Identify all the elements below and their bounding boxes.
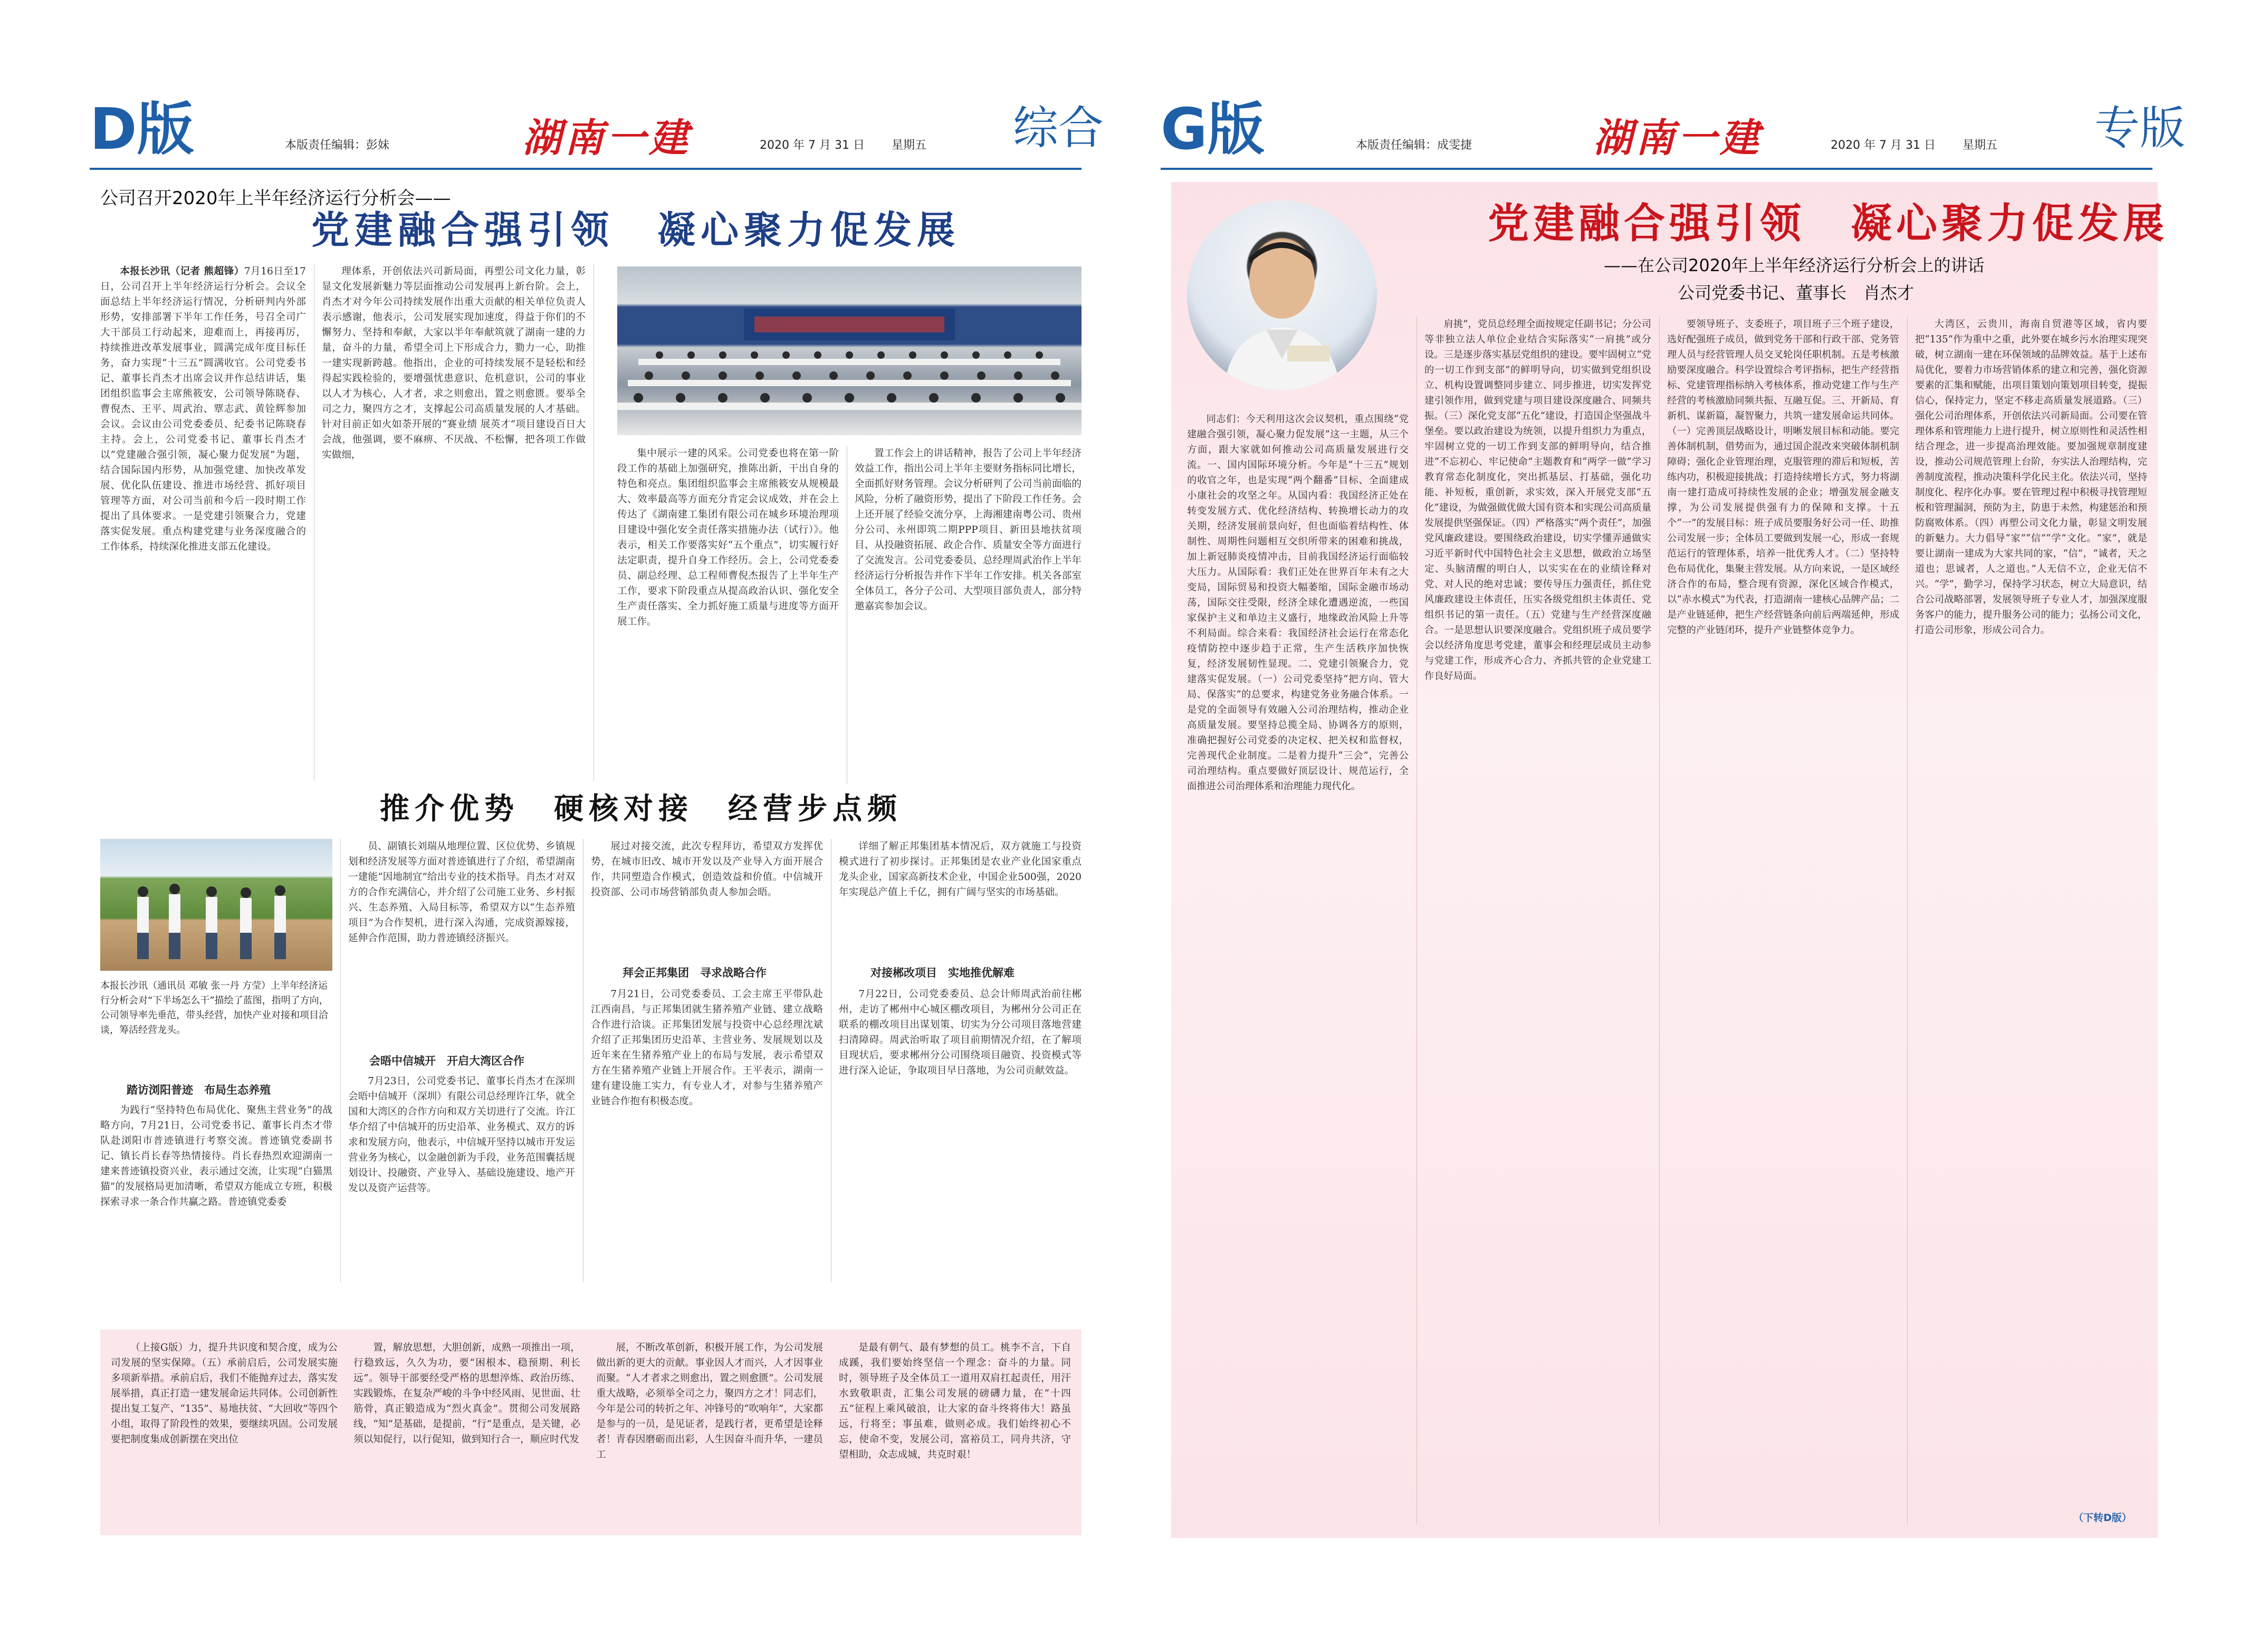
column-divider	[1907, 317, 1908, 1525]
meeting-hall-illustration	[617, 266, 1082, 435]
speech-byline: 公司党委书记、董事长 肖杰才	[1678, 283, 1915, 303]
meeting-photo	[617, 266, 1082, 435]
subsection-column-d	[839, 839, 1082, 944]
column-text: 要领导班子、支委班子，项目班子三个班子建设，选好配强班子成员，做到党务干部和行政干部、党务管理人员与经营管理人员交叉轮岗任职机制。五是考核激励要深度融合。科学设置综合考评指标，把生产经营指标、党建管理指标纳入考核体系，推动党建工作与生产经营的考核激励同频共振、互融互促。三、开新局、育新机、谋新篇，凝智聚力，共筑一建发展命运共同体。（一）完善顶层战略设计，明晰发展目标和动能。要完善体制机制，借势而为，通过国企混改来突破体制机制障碍；强化企业管理治理，克服管理的滞后和短板，苦练内功，积极迎接挑战；打造持续增长方式，努力将湖南一建打造成可持续性发展的企业；增强发展金融支撑，为公司发展提供强有力的保障和支撑。十五个“一”的发展目标：班子成员要服务好公司一任、助推公司发展一步；全体员工要做到发展一心，形成一套规范运行的管理体系，培养一批优秀人才。（二）坚持特色布局优化，集聚主营发展。从方向来说，一是区域经济合作的布局，整合现有资源，深化区域合作模式，以“赤水模式”为代表，打造湖南一建核心品牌产品；二是产业链延伸，把生产经营链条向前后两端延伸，形成完整的产业链闭环，提升产业链整体竞争力。	[1667, 319, 1899, 636]
continuation-column-4	[839, 1340, 1071, 1530]
subhead-citic: 会晤中信城开 开启大湾区合作	[369, 1055, 524, 1067]
column-text: 7月23日，公司党委书记、董事长肖杰才在深圳会晤中信城开（深圳）有限公司总经理许江华，就全国和大湾区的合作方向和双方关切进行了交流。许江华介绍了中信城开的历史沿革、业务模式、双方的诉求和发展方向，他表示，中信城开坚持以城市开发运营业务为核心，以金融创新为手段，业务范围囊括规划设计、投融资、产业导入、基础设施建设、地产开发以及资产运营等。	[348, 1076, 575, 1194]
column-text: 集中展示一建的风采。公司党委也将在第一阶段工作的基础上加强研究，推陈出新，干出自身的特色和亮点。集团组织监事会主席熊筱安从规模最大、效率最高等方面充分肯定会议成效，并在会上传达了《湖南建工集团有限公司在城乡环境治理项目建设中强化安全责任落实措施办法（试行）》。他表示，相关工作要落实好“五个重点”，切实履行好法定职责，提升自身工作经历。会上，公司党委委员、副总经理、总工程师曹倪杰报告了上半年生产工作，要求下阶段重点从提高政治认识、强化安全生产责任落实、全力抓好施工质量与进度等方面开展工作。	[617, 448, 839, 627]
section-label: 专版	[2094, 102, 2185, 155]
column-text: 详细了解正邦集团基本情况后，双方就施工与投资模式进行了初步探讨。正邦集团是农业产业化国家重点龙头企业，国家高新技术企业，中国企业500强，2020年实现总产值上千亿，拥有广阔与坚实的市场基础。	[839, 841, 1082, 898]
column-text: 理体系，开创依法兴司新局面，再塑公司文化力量，彰显文化发展新魅力等层面推动公司发展再上新台阶。会上，肖杰才对今年公司持续发展作出重大贡献的相关单位负责人表示感谢，他表示，公司发展实现加速度，得益于你们的不懈努力、坚持和奉献，大家以半年奉献筑就了湖南一建的力量，奋斗的力量，希望全司上下形成合力，勠力一心，助推一建实现新跨越。他指出，企业的可持续发展不是轻松和经得起实践检验的，要增强忧患意识、危机意识，公司的事业以人才为核心，人才者，求之则愈出，置之则愈匮。要举全司之力，聚四方之才，支撑起公司高质量发展的人才基础。针对目前正如火如荼开展的“赛业绩 展英才”项目建设百日大会战，他强调，要不麻痹、不厌战、不松懈，把各项工作做实做细，	[322, 266, 586, 461]
article-column-1	[100, 264, 306, 781]
column-text: 7月16日至17日，公司召开上半年经济运行分析会。会议全面总结上半年经济运行情况，分析研判内外部形势，安排部署下半年工作任务，号召全司广大干部员工行动起来，迎难而上，再接再厉，持续推进改革发展事业，圆满完成年度目标任务，奋力实现“十三五”圆满收官。公司党委书记、董事长肖杰才出席会议并作总结讲话，集团组织监事会主席熊筱安，公司领导陈晓春、曹倪杰、王平、周武治、覃志武、黄铨辉参加会议。会议由公司党委委员、纪委书记陈晓春主持。会上，公司党委书记、董事长肖杰才以“党建融合强引领，凝心聚力促发展”为题，结合国际国内形势，从加强党建、加快改革发展、优化队伍建设、推进市场经营、抓好项目管理等方面，对公司当前和今后一段时期工作提出了具体要求。一是党建引领聚合力，党建落实促发展。重点构建党建与业务深度融合的工作体系，持续深化推进支部五化建设。	[100, 266, 306, 552]
masthead-rule	[90, 168, 1082, 170]
column-text: 员、副镇长刘瑞从地理位置、区位优势、乡镇规划和经济发展等方面对普迹镇进行了介绍，希望湖南一建能“因地制宜”给出专业的技术指导。肖杰才对双方的合作充满信心，并介绍了公司施工业务、乡村振兴、生态养殖、入局目标等，希望双方以“生态养殖项目”为合作契机，进行深入沟通，完成资源嫁接，延伸合作范围，助力普迹镇经济振兴。	[348, 841, 575, 944]
subsection-zhengbang-text	[591, 987, 823, 1282]
article-column-3	[617, 446, 839, 783]
subsection-liuyang-text	[100, 1103, 332, 1282]
issue-weekday: 星期五	[892, 139, 927, 152]
column-text: 置工作会上的讲话精神，报告了公司上半年经济效益工作，指出公司上半年主要财务指标同比增长，全面抓好财务管理。会议分析研判了公司当前面临的风险，分析了融资形势，提出了下阶段工作任务。会上还开展了经验交流分享，上海湘建南粤公司、贵州分公司、永州即筑二期PPP项目、新田县地扶贫项目、从投融资拓展、政企合作、质量安全等方面进行了交流发言。公司党委委员、总经理周武治作上半年经济运行分析报告并作下半年工作安排。机关各部室全体员工，各分子公司、大型项目部负责人，部分特邀嘉宾参加会议。	[855, 448, 1082, 612]
subhead-chenzhou: 对接郴改项目 实地推优解难	[870, 967, 1015, 979]
issue-weekday: 星期五	[1963, 139, 1998, 152]
continuation-column-1	[111, 1340, 338, 1530]
column-text: 7月21日，公司党委委员、工会主席王平带队赴江西南昌，与正邦集团就生猪养殖产业链、建立战略合作进行洽谈。正邦集团发展与投资中心总经理沈斌介绍了正邦集团历史沿革、主营业务、发展规划以及近年来在生猪养殖产业上的布局与发展，表示希望双方在生猪养殖产业链上开展合作。王平表示，湖南一建有建设施工实力，有专业人才，对参与生猪养殖产业链合作抱有积极态度。	[591, 989, 823, 1107]
speech-column-4	[1915, 317, 2147, 1504]
subhead-liuyang: 踏访浏阳普迹 布局生态养殖	[127, 1084, 271, 1096]
article-column-4	[855, 446, 1082, 783]
column-text: 肩挑”，党员总经理全面按规定任副书记；分公司等非独立法人单位企业结合实际落实“一肩挑”或分设。三是逐步落实基层党组织的建设。要牢固树立“党的一切工作到支部”的鲜明导向，切实做到党组织设立、机构设置调整同步建立、同步推进，切实发挥党建引领作用，做到党建与项目建设深度融合、同频共振。（三）深化党支部“五化”建设，打造国企坚强战斗堡垒。要以政治建设为统领，以提升组织力为重点，牢固树立党的一切工作到支部的鲜明导向，结合推进“不忘初心、牢记使命”主题教育和“两学一做”学习教育常态化制度化，突出抓基层、打基础，强化功能、补短板，重创新，求实效，深入开展党支部“五化”建设，为做强做优做大国有资本和实现公司高质量发展提供坚强保证。（四）严格落实“两个责任”，加强党风廉政建设。要围绕政治建设，切实学懂弄通做实习近平新时代中国特色社会主义思想，做政治立场坚定、头脑清醒的明白人，以实实在在的业绩诠释对党、对人民的绝对忠诚；要传导压力强责任，抓住党风廉政建设主体责任，压实各级党组织主体责任、党组织书记的第一责任。（五）党建与生产经营深度融合。一是思想认识要深度融合。党组织班子成员要学会以经济角度思考党建，董事会和经理层成员主动参与党建工作，形成齐心合力、齐抓共管的企业党建工作良好局面。	[1424, 319, 1651, 682]
subsection-column-c	[591, 839, 823, 950]
column-text: 为践行“坚持特色布局优化、聚焦主营业务”的战略方向，7月21日，公司党委书记、董事长肖杰才带队赴浏阳市普迹镇进行考察交流。普迹镇党委副书记、镇长肖长春等热情接待。肖长春热烈欢迎湖南一建来普迹镇投资兴业，表示通过交流，让实现“白猫黑猫”的发展格局更加清晰，希望双方能成立专班，积极探索寻求一条合作共赢之路。普迹镇党委委	[100, 1105, 332, 1208]
masthead-rule	[1161, 168, 2152, 170]
field-visit-illustration	[100, 839, 332, 971]
second-headline: 推介优势 硬核对接 经营步点频	[380, 791, 902, 826]
newspaper-logo: 湖南一建	[1593, 116, 1762, 161]
portrait-illustration	[1187, 200, 1377, 390]
speech-subtitle: ——在公司2020年上半年经济运行分析会上的讲话	[1604, 255, 1985, 275]
photo-caption: 本报长沙讯（通讯员 邓敏 张一丹 方莹）上半年经济运行分析会对“下半场怎么干”描绘了蓝图，指明了方向，公司领导率先垂范，带头经营，加快产业对接和项目洽谈，筹活经营龙头。	[100, 980, 329, 1036]
article-column-2	[322, 264, 586, 781]
column-text: 展过对接交流，此次专程拜访，希望双方发挥优势，在城市旧改、城市开发以及产业导入方面开展合作，共同塑造合作模式，创造效益和价值。中信城开投资部、公司市场营销部负责人参加会晤。	[591, 841, 823, 898]
continuation-column-3	[596, 1340, 823, 1530]
subhead-zhengbang: 拜会正邦集团 寻求战略合作	[623, 967, 767, 979]
column-text: 置，解放思想，大胆创新，成熟一项推出一项，行稳致远，久久为功，要“困根本、稳预期、利长远”。领导干部要经受严格的思想淬炼、政治历练、实践锻炼，在复杂严峻的斗争中经风雨、见世面、壮筋骨，真正锻造成为“烈火真金”。贯彻公司发展路线，“知”是基础，是提前，“行”是重点，是关键，必须以知促行，以行促知，做到知行合一，顺应时代发	[353, 1342, 580, 1445]
editor-credit: 本版责任编辑：彭妹	[285, 139, 390, 152]
section-label: 综合	[1013, 102, 1104, 155]
column-text: 大湾区，云贵川，海南自贸港等区域，省内要把“135”作为重中之重，此外要在城乡污水治理实现突破，树立湖南一建在环保领域的品牌效益。基于上述布局优化，要着力市场营销体系的建立和完善，强化资源要素的汇集和赋能，出项目策划向策划项目转变，提振信心，保持定力，坚定不移走高质量发展道路。（三）强化公司治理体系，开创依法兴司新局面。公司要在管理体系和管理能力上进行提升，树立原则性和灵活性相结合理念，进一步提高治理效能。要加强规章制度建设，推动公司规范管理上台阶，夯实法人治理结构，完善制度流程，推动决策科学化民主化。依法兴司，坚持制度化、程序化办事。要在管理过程中积极寻找管理短板和管理漏洞，预防为主，防患于未然，构建惩治和预防腐败体系。（四）再塑公司文化力量，彰显文明发展的新魅力。大力倡导“家”“信”“学”文化。“家”，就是要让湖南一建成为大家共同的家，“信”，“诚者，天之道也；思诚者，人之道也。”人无信不立，企业无信不兴。“学”，勤学习，保持学习状态，树立大局意识，结合公司战略部署，发展领导班子专业人才，加强深度服务客户的能力，提升服务公司的能力；弘扬公司文化，打造公司形象，形成公司合力。	[1915, 319, 2147, 636]
continuation-column-2	[353, 1340, 580, 1530]
edition-label: G版	[1161, 97, 1265, 162]
editor-credit: 本版责任编辑：成雯捷	[1356, 139, 1472, 152]
continued-on-d-link[interactable]: （下转D版）	[2073, 1512, 2132, 1524]
issue-date: 2020 年 7 月 31 日	[1831, 139, 1936, 152]
speech-column-2	[1424, 317, 1651, 1525]
subsection-chenzhou-text	[839, 987, 1082, 1282]
speech-column-3	[1667, 317, 1899, 1525]
speech-headline: 党建融合强引领 凝心聚力促发展	[1488, 199, 2169, 247]
column-text: 展，不断改革创新，积极开展工作，为公司发展做出新的更大的贡献。事业因人才而兴，人才因事业而聚。“人才者求之则愈出，置之则愈匮”。公司发展重大战略，必须举全司之力，聚四方之才！同志们，今年是公司的转折之年、冲锋号的“吹响年”，大家都是参与的一员，是见证者，是践行者，更希望是诠释者！青春因磨砺而出彩，人生因奋斗而升华，一建员工	[596, 1342, 823, 1460]
column-text: 同志们：今天利用这次会议契机，重点围绕“党建融合强引领，凝心聚力促发展”这一主题，从三个方面，跟大家就如何推动公司高质量发展进行交流。一、国内国际环境分析。今年是“十三五”规划的收官之年，也是实现“两个翻番”目标、全面建成小康社会的攻坚之年。从国内看：我国经济正处在转变发展方式、优化经济结构、转换增长动力的攻关期，经济发展前景向好，但也面临着结构性、体制性、周期性问题相互交织所带来的困难和挑战，加上新冠肺炎疫情冲击，目前我国经济运行面临较大压力。从国际看：我们正处在世界百年未有之大变局，国际贸易和投资大幅萎缩，国际金融市场动荡，国际交往受限，经济全球化遭遇逆流，一些国家保护主义和单边主义盛行，地缘政治风险上升等不利局面。综合来看：我国经济社会运行在常态化疫情防控中逐步趋于正常，生产生活秩序加快恢复，经济发展韧性显现。二、党建引领聚合力，党建落实促发展。（一）公司党委坚持“把方向、管大局、保落实”的总要求，构建党务业务融合体系。一是党的全面领导有效融入公司治理结构，推动企业高质量发展。要坚持总揽全局、协调各方的原则，准确把握好公司党委的决定权、把关权和监督权，完善现代企业制度。二是着力提升“三会”，完善公司治理结构。重点要做好顶层设计、规范运行，全面推进公司治理体系和治理能力现代化。	[1187, 414, 1409, 792]
field-visit-photo	[100, 839, 332, 971]
subsection-citic-text	[348, 1074, 575, 1285]
speaker-portrait	[1187, 200, 1377, 390]
column-divider	[340, 839, 341, 1282]
column-text: 7月22日，公司党委委员、总会计师周武治前往郴州，走访了郴州中心城区棚改项目，为郴州分公司正在联系的棚改项目出谋划策、切实为分公司项目落地营建扫清障碍。周武治听取了项目前期情况介绍，在了解项目现状后，要求郴州分公司围绕项目融资、投资模式等进行深入论证，争取项目早日落地，为公司贡献效益。	[839, 989, 1082, 1076]
dateline: 本报长沙讯（记者 熊超锋）	[120, 266, 244, 277]
newspaper-logo: 湖南一建	[522, 116, 691, 161]
article-kicker: 公司召开2020年上半年经济运行分析会——	[100, 188, 451, 209]
column-divider	[1659, 317, 1660, 1525]
column-text: 是最有朝气、最有梦想的员工。桃李不言，下自成蹊，我们要始终坚信一个理念：奋斗的力量。同时，领导班子及全体员工一道用双肩扛起责任，用汗水致敬职责，汇集公司发展的磅礴力量，在“十四五”征程上乘风破浪，让大家的奋斗终将伟大！路虽远，行将至；事虽难，做则必成。我们始终初心不忘，使命不变，发展公司，富裕员工，同舟共济，守望相助，众志成城，共克时艰！	[839, 1342, 1071, 1460]
subsection-column-b	[348, 839, 575, 1045]
edition-label: D版	[90, 97, 194, 162]
article-headline: 党建融合强引领 凝心聚力促发展	[311, 207, 961, 252]
speech-column-1	[1187, 412, 1409, 1525]
page-g	[1134, 0, 2268, 1645]
issue-date: 2020 年 7 月 31 日	[760, 139, 865, 152]
column-text: （上接G版）力，提升共识度和契合度，成为公司发展的坚实保障。（五）承前启后，公司发展实施多项新举措。承前启后，我们不能抛弃过去，落实发展举措，真正打造一建发展命运共同体。公司创新性提出复工复产、“135”、易地扶贫、“大回收”等四个小组，取得了阶段性的效果，要继续巩固。公司发展要把制度集成创新摆在突出位	[111, 1342, 338, 1445]
